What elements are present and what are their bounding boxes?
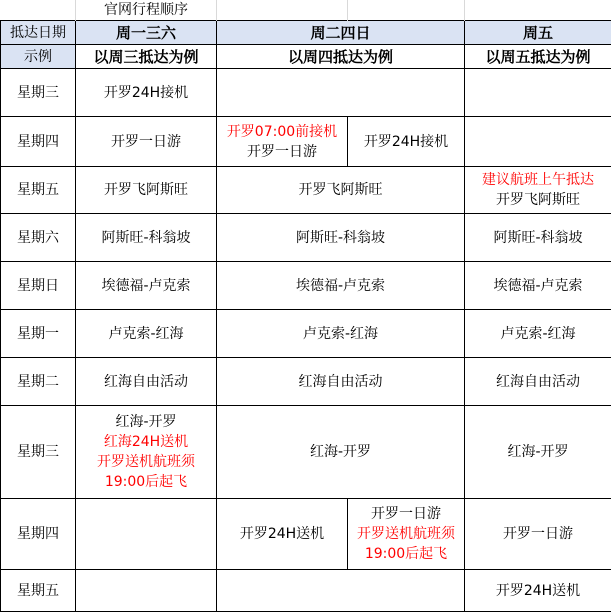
cell-col1: 开罗飞阿斯旺 [76, 167, 217, 214]
day-label: 星期五 [1, 570, 76, 612]
cell-col3 [465, 167, 611, 214]
cell-col3: 开罗一日游 [465, 499, 611, 570]
cell-text: 红海-开罗 [115, 414, 177, 430]
caption-spacer [348, 0, 465, 21]
cell-col2: 阿斯旺-科翁坡 [217, 214, 465, 262]
cell-note: 建议航班上午抵达 [482, 172, 594, 188]
day-label: 星期三 [1, 69, 76, 117]
cell-note: 19:00后起飞 [364, 546, 448, 562]
cell-col2 [217, 69, 465, 117]
day-label: 星期四 [1, 117, 76, 167]
cell-col2 [217, 570, 465, 612]
cell-col2b: 开罗24H接机 [348, 117, 465, 167]
day-label: 星期二 [1, 358, 76, 406]
table-row [1, 310, 611, 358]
cell-text: 开罗飞阿斯旺 [496, 192, 580, 208]
example-col1: 以周三抵达为例 [76, 45, 217, 69]
header-tue-thu-sun: 周二四日 [217, 21, 465, 45]
caption-row [1, 0, 611, 21]
table-row [1, 214, 611, 262]
cell-col2b [348, 499, 465, 570]
cell-col3: 卢克索-红海 [465, 310, 611, 358]
caption-text: 官网行程顺序 [76, 0, 217, 21]
day-label: 星期四 [1, 499, 76, 570]
cell-note: 开罗07:00前接机 [226, 123, 338, 140]
header-fri: 周五 [465, 21, 611, 45]
cell-col1: 开罗一日游 [76, 117, 217, 167]
table-row [1, 69, 611, 117]
cell-col2: 红海自由活动 [217, 358, 465, 406]
cell-col3: 红海自由活动 [465, 358, 611, 406]
cell-text: 开罗一日游 [247, 143, 317, 160]
example-label: 示例 [1, 45, 76, 69]
cell-col3: 红海-开罗 [465, 406, 611, 499]
day-label: 星期六 [1, 214, 76, 262]
cell-col3: 阿斯旺-科翁坡 [465, 214, 611, 262]
cell-note: 开罗送机航班须 [97, 454, 195, 470]
caption-spacer [1, 0, 76, 21]
day-label: 星期日 [1, 262, 76, 310]
cell-col1 [76, 406, 217, 499]
cell-col2: 埃德福-卢克索 [217, 262, 465, 310]
table-row [1, 570, 611, 612]
example-row [1, 45, 611, 69]
cell-col1 [76, 499, 217, 570]
cell-note: 开罗送机航班须 [357, 526, 455, 542]
header-mon-wed-sat: 周一三六 [76, 21, 217, 45]
example-col2: 以周四抵达为例 [217, 45, 465, 69]
cell-col1: 阿斯旺-科翁坡 [76, 214, 217, 262]
header-row [1, 21, 611, 45]
cell-col3 [465, 117, 611, 167]
table-row [1, 262, 611, 310]
table-row [1, 167, 611, 214]
table-row [1, 358, 611, 406]
cell-col2: 卢克索-红海 [217, 310, 465, 358]
cell-col1 [76, 570, 217, 612]
cell-col2a: 开罗24H送机 [217, 499, 348, 570]
table-row [1, 499, 611, 570]
table-row [1, 406, 611, 499]
day-label: 星期一 [1, 310, 76, 358]
cell-col1: 埃德福-卢克索 [76, 262, 217, 310]
cell-col2a [217, 117, 348, 167]
day-label: 星期三 [1, 406, 76, 499]
example-col3: 以周五抵达为例 [465, 45, 611, 69]
cell-col2: 开罗飞阿斯旺 [217, 167, 465, 214]
cell-col2: 红海-开罗 [217, 406, 465, 499]
cell-note: 红海24H送机 [103, 434, 189, 450]
caption-spacer [465, 0, 611, 21]
cell-col1: 红海自由活动 [76, 358, 217, 406]
header-arrival-date: 抵达日期 [1, 21, 76, 45]
cell-col3: 埃德福-卢克索 [465, 262, 611, 310]
day-label: 星期五 [1, 167, 76, 214]
cell-text: 开罗一日游 [371, 506, 441, 522]
table-row [1, 117, 611, 167]
caption-spacer [217, 0, 348, 21]
cell-col3: 开罗24H送机 [465, 570, 611, 612]
cell-note: 19:00后起飞 [104, 474, 188, 490]
cell-col1: 卢克索-红海 [76, 310, 217, 358]
cell-col3 [465, 69, 611, 117]
cell-col1: 开罗24H接机 [76, 69, 217, 117]
